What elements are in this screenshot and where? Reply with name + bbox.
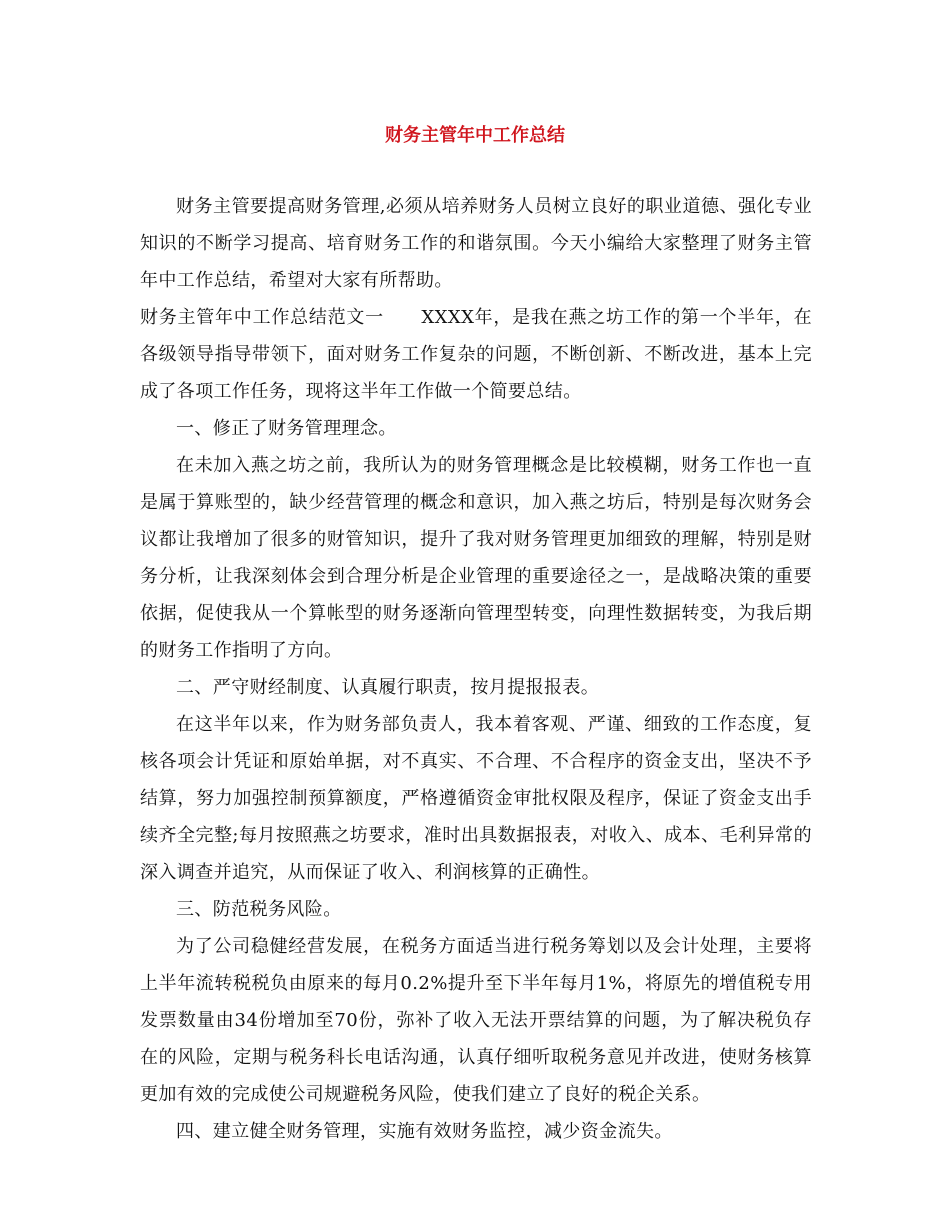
section-heading-4: 四、建立健全财务管理，实施有效财务监控，减少资金流失。 — [176, 1121, 673, 1142]
document-title: 财务主管年中工作总结 — [385, 125, 565, 146]
document-body — [140, 188, 812, 1150]
section-body-3: 为了公司稳健经营发展，在税务方面适当进行税务筹划以及会计处理，主要将上半年流转税税负由原来的每月0.2%提升至下半年每月1%，将原先的增值税专用发票数量由34份增加至70份，弥补了收入无法开票结算的问题，为了解决税负存在的风险，定期与税务科长电话沟通，认真仔细听取税务意见并改进，使财务核算更加有效的完成使公司规避税务风险，使我们建立了良好的税企关系。 — [140, 936, 812, 1105]
section-heading-3: 三、防范税务风险。 — [176, 899, 342, 920]
section-body-1: 在未加入燕之坊之前，我所认为的财务管理概念是比较模糊，财务工作也一直是属于算账型的，缺少经营管理的概念和意识，加入燕之坊后，特别是每次财务会议都让我增加了很多的财管知识，提升了我对财务管理更加细致的理解，特别是财务分析，让我深刻体会到合理分析是企业管理的重要途径之一，是战略决策的重要依据，促使我从一个算帐型的财务逐渐向管理型转变，向理性数据转变，为我后期的财务工作指明了方向。 — [140, 455, 812, 661]
section-body-2: 在这半年以来，作为财务部负责人，我本着客观、严谨、细致的工作态度，复核各项会计凭证和原始单据，对不真实、不合理、不合程序的资金支出，坚决不予结算，努力加强控制预算额度，严格遵循资金审批权限及程序，保证了资金支出手续齐全完整;每月按照燕之坊要求，准时出具数据报表，对收入、成本、毛利异常的深入调查并追究，从而保证了收入、利润核算的正确性。 — [140, 714, 812, 883]
section-heading-1: 一、修正了财务管理理念。 — [176, 418, 397, 439]
section-heading-2: 二、严守财经制度、认真履行职责，按月提报报表。 — [176, 677, 600, 698]
sample-one-opening-paragraph: 财务主管年中工作总结范文一 XXXX年，是我在燕之坊工作的第一个半年，在各级领导指导带领下，面对财务工作复杂的问题，不断创新、不断改进，基本上完成了各项工作任务，现将这半年工作做一个简要总结。 — [140, 307, 812, 402]
intro-paragraph: 财务主管要提高财务管理,必须从培养财务人员树立良好的职业道德、强化专业知识的不断学习提高、培育财务工作的和谐氛围。今天小编给大家整理了财务主管年中工作总结，希望对大家有所帮助。 — [140, 196, 812, 291]
